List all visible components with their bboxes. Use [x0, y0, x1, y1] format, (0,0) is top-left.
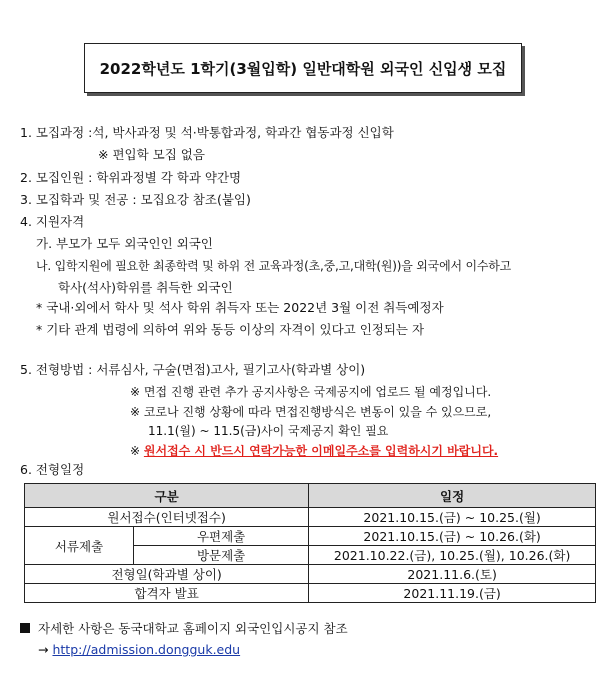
- footer-text: 자세한 사항은 동국대학교 홈페이지 외국인입시공지 참조: [38, 621, 348, 636]
- header-category: 구분: [25, 484, 309, 508]
- schedule-table: [24, 483, 596, 603]
- item-4-b-line1: 나. 입학지원에 필요한 최종학력 및 하위 전 교육과정(초,중,고,대학(원))을 외국에서 이수하고: [36, 259, 512, 273]
- item-5-note-1: ※ 면접 진행 관련 추가 공지사항은 국제공지에 업로드 될 예정입니다.: [130, 385, 492, 399]
- table-cell: 2021.11.19.(금): [309, 584, 596, 603]
- item-4-b-line2: 학사(석사)학위를 취득한 외국인: [58, 280, 233, 295]
- page-title-text: 2022학년도 1학기(3월입학) 일반대학원 외국인 신입생 모집: [99, 59, 507, 78]
- item-4-star-1: * 국내·외에서 학사 및 석사 학위 취득자 또는 2022년 3월 이전 취득예정자: [36, 300, 444, 315]
- table-cell: 2021.10.15.(금) ~ 10.25.(월): [309, 508, 596, 527]
- email-warning: 원서접수 시 반드시 연락가능한 이메일주소를 입력하시기 바랍니다.: [143, 444, 499, 458]
- item-4-star-2: * 기타 관계 법령에 의하여 위와 동등 이상의 자격이 있다고 인정되는 자: [36, 322, 425, 337]
- header-schedule: 일정: [309, 484, 596, 508]
- item-5: 5. 전형방법 : 서류심사, 구술(면접)고사, 필기고사(학과별 상이): [20, 362, 366, 377]
- table-cell: 2021.10.22.(금), 10.25.(월), 10.26.(화): [309, 546, 596, 565]
- table-cell: 합격자 발표: [25, 584, 309, 603]
- footer-link-line: [38, 642, 240, 658]
- item-2: 2. 모집인원 : 학위과정별 각 학과 약간명: [20, 170, 242, 185]
- table-cell: 2021.10.15.(금) ~ 10.26.(화): [309, 527, 596, 546]
- table-cell: 2021.11.6.(토): [309, 565, 596, 584]
- item-3: 3. 모집학과 및 전공 : 모집요강 참조(붙임): [20, 192, 251, 207]
- item-4-a: 가. 부모가 모두 외국인인 외국인: [36, 236, 213, 251]
- item-1-note: ※ 편입학 모집 없음: [98, 147, 205, 162]
- note-mark: ※: [130, 444, 141, 458]
- item-5-note-2: ※ 코로나 진행 상황에 따라 면접진행방식은 변동이 있을 수 있으므로,: [130, 405, 492, 419]
- table-row: [25, 527, 596, 546]
- item-4: 4. 지원자격: [20, 214, 85, 229]
- item-1: 1. 모집과정 :석, 박사과정 및 석·박통합과정, 학과간 협동과정 신입학: [20, 125, 394, 140]
- table-row: [25, 508, 596, 527]
- table-header-row: [25, 484, 596, 508]
- item-5-note-3: 11.1(월) ~ 11.5(금)사이 국제공지 확인 필요: [148, 424, 389, 438]
- item-5-note-4: [130, 443, 498, 459]
- arrow-right-icon: →: [38, 642, 49, 657]
- table-row: [25, 584, 596, 603]
- footer-note: [20, 621, 348, 637]
- admission-link[interactable]: http://admission.dongguk.edu: [52, 642, 241, 657]
- table-cell: 원서접수(인터넷접수): [25, 508, 309, 527]
- item-6: 6. 전형일정: [20, 462, 85, 477]
- page-title: [84, 43, 522, 93]
- docs-label-cell: 서류제출: [25, 527, 134, 565]
- table-cell: 우편제출: [134, 527, 309, 546]
- table-cell: 방문제출: [134, 546, 309, 565]
- table-row: [25, 565, 596, 584]
- table-cell: 전형일(학과별 상이): [25, 565, 309, 584]
- square-bullet-icon: [20, 623, 30, 633]
